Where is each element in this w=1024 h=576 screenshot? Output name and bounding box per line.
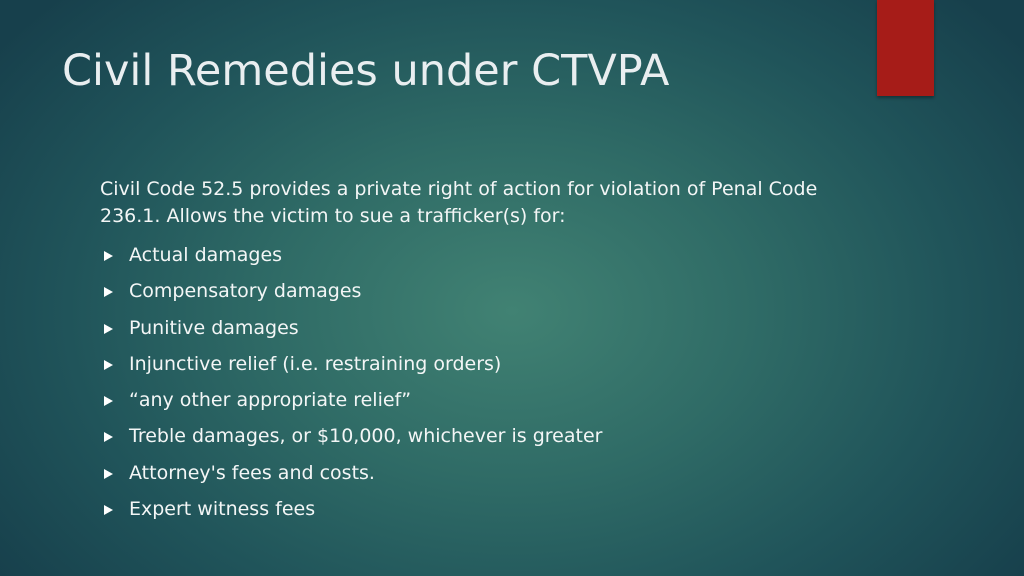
list-item-label: Injunctive relief (i.e. restraining orders) bbox=[129, 352, 502, 375]
arrow-bullet-icon bbox=[104, 360, 113, 370]
list-item-label: Actual damages bbox=[129, 244, 283, 266]
intro-paragraph: Civil Code 52.5 provides a private right of action for violation of Penal Code 236.1. Allows the victim to sue a trafficker(s) for: bbox=[100, 178, 818, 227]
arrow-bullet-icon bbox=[104, 505, 113, 515]
arrow-bullet-icon bbox=[104, 251, 113, 261]
list-item bbox=[100, 351, 860, 387]
list-item bbox=[100, 315, 860, 351]
list-item-label: “any other appropriate relief” bbox=[129, 389, 412, 412]
list-item bbox=[100, 460, 860, 496]
list-item-label: Compensatory damages bbox=[129, 280, 362, 303]
remedies-list bbox=[100, 242, 860, 532]
list-item bbox=[100, 278, 860, 314]
arrow-bullet-icon bbox=[104, 469, 113, 479]
list-item-label: Expert witness fees bbox=[129, 498, 316, 521]
slide-body bbox=[100, 176, 860, 532]
list-item bbox=[100, 496, 860, 532]
arrow-bullet-icon bbox=[104, 432, 113, 442]
list-item bbox=[100, 242, 860, 278]
arrow-bullet-icon bbox=[104, 324, 113, 334]
list-item bbox=[100, 387, 860, 423]
slide-title: Civil Remedies under CTVPA bbox=[62, 46, 670, 96]
list-item-label: Treble damages, or $10,000, whichever is greater bbox=[129, 425, 603, 448]
arrow-bullet-icon bbox=[104, 396, 113, 406]
accent-bar bbox=[877, 0, 934, 96]
list-item bbox=[100, 423, 860, 459]
list-item-label: Attorney's fees and costs. bbox=[129, 461, 375, 484]
arrow-bullet-icon bbox=[104, 287, 113, 297]
list-item-label: Punitive damages bbox=[129, 316, 299, 339]
